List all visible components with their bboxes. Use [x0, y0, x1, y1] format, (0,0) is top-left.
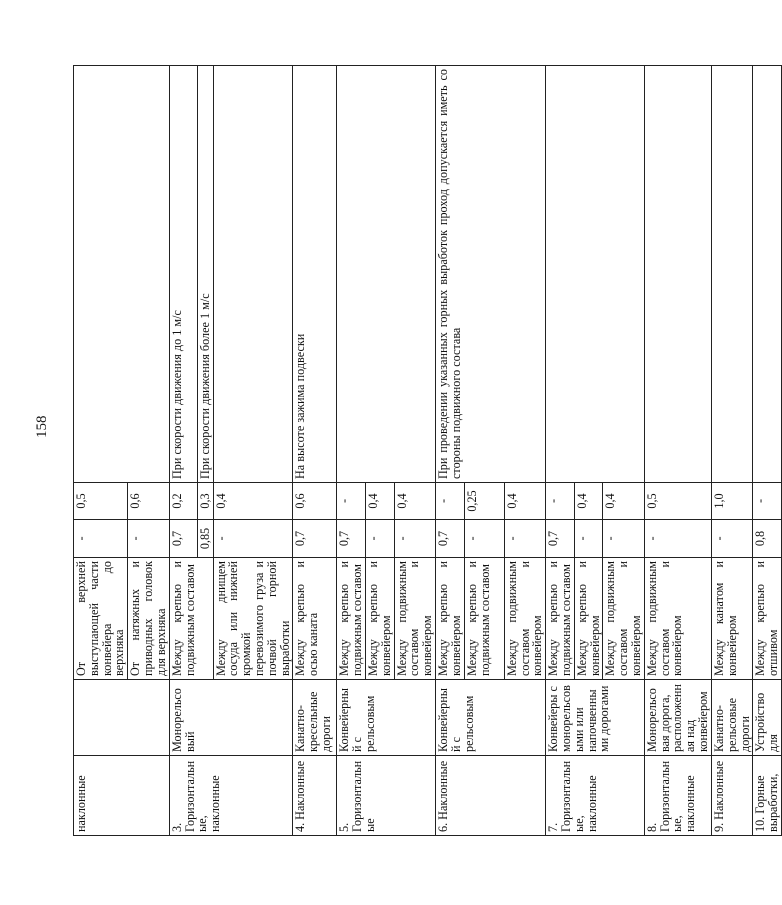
- cell-note: На высоте зажима подвески: [293, 66, 337, 483]
- cell-value-2: 0,2: [169, 483, 197, 520]
- cell-clearance-between: Между подвижным составом и конвейером: [644, 558, 711, 680]
- cell-note: При скорости движения до 1 м/с: [169, 66, 197, 483]
- cell-clearance-between: Между подвижным составом и конвейером: [603, 558, 644, 680]
- cell-value-2: 0,4: [213, 483, 293, 520]
- cell-clearance-between: Между канатом и конвейером: [711, 558, 752, 680]
- cell-value-1: 0,7: [436, 520, 465, 558]
- clearance-table: [73, 65, 782, 836]
- cell-clearance-between: От верхней выступающей части конвейера до верхняка: [74, 558, 128, 680]
- cell-value-2: 1,0: [711, 483, 752, 520]
- table-row: [169, 66, 197, 836]
- cell-value-2: -: [753, 483, 782, 520]
- cell-clearance-between: Между крепью и осью каната: [293, 558, 337, 680]
- cell-clearance-between: От натяжных и приводных головок для верхняка: [128, 558, 169, 680]
- cell-clearance-between: Между крепью и конвейером: [436, 558, 465, 680]
- cell-excavation-type: 3. Горизонтальные, наклонные: [169, 756, 293, 836]
- cell-value-2: -: [436, 483, 465, 520]
- cell-value-1: 0,85: [197, 520, 213, 558]
- cell-value-1: 0,7: [337, 520, 366, 558]
- cell-note: [753, 66, 782, 483]
- cell-transport-type: Конвейерный с рельсовым: [337, 680, 436, 756]
- cell-note: При проведении указанных горных выработок проход допускается иметь со стороны подвижного состава: [436, 66, 546, 483]
- cell-value-1: -: [603, 520, 644, 558]
- cell-value-2: 0,25: [464, 483, 504, 520]
- cell-value-1: -: [394, 520, 435, 558]
- table-row: [711, 66, 752, 836]
- cell-clearance-between: Между крепью и конвейером: [574, 558, 603, 680]
- cell-value-1: -: [644, 520, 711, 558]
- cell-clearance-between: Между крепью и подвижным составом: [337, 558, 366, 680]
- table-row: [74, 66, 128, 836]
- cell-note: [711, 66, 752, 483]
- cell-value-1: -: [711, 520, 752, 558]
- cell-excavation-type: 6. Наклонные: [436, 756, 546, 836]
- table-row: [293, 66, 337, 836]
- cell-transport-type: Конвейеры с монорельсовыми или напочвенными дорогами: [546, 680, 645, 756]
- cell-excavation-type: 9. Наклонные: [711, 756, 752, 836]
- cell-transport-type: Канатно-рельсовые дороги: [711, 680, 752, 756]
- cell-value-1: -: [74, 520, 128, 558]
- cell-excavation-type: 4. Наклонные: [293, 756, 337, 836]
- table-row: [644, 66, 711, 836]
- cell-value-2: 0,3: [197, 483, 213, 520]
- cell-clearance-between: Между крепью и подвижным составом: [169, 558, 213, 680]
- cell-note: При скорости движения более 1 м/с: [197, 66, 213, 483]
- cell-clearance-between: Между днищем сосуда или нижней кромкой перевозимого груза и почвой горной выработки: [213, 558, 293, 680]
- cell-value-1: -: [464, 520, 504, 558]
- rotated-table-container: [73, 66, 781, 836]
- cell-value-1: -: [213, 520, 293, 558]
- cell-transport-type: Конвейерный с рельсовым: [436, 680, 546, 756]
- cell-excavation-type: 5. Горизонтальные: [337, 756, 436, 836]
- cell-value-2: 0,4: [574, 483, 603, 520]
- cell-value-1: -: [366, 520, 395, 558]
- cell-value-2: 0,4: [366, 483, 395, 520]
- cell-value-2: 0,5: [644, 483, 711, 520]
- cell-excavation-type: 10. Горные выработки,: [753, 756, 782, 836]
- table-row: [337, 66, 366, 836]
- cell-note: [546, 66, 645, 483]
- cell-value-2: 0,4: [504, 483, 545, 520]
- cell-value-1: 0,7: [169, 520, 197, 558]
- cell-value-2: -: [337, 483, 366, 520]
- cell-transport-type: Канатно-кресельные дороги: [293, 680, 337, 756]
- cell-excavation-type: наклонные: [74, 756, 170, 836]
- cell-value-1: 0,7: [293, 520, 337, 558]
- table-row: [753, 66, 782, 836]
- cell-value-2: 0,6: [128, 483, 169, 520]
- cell-note: [337, 66, 436, 483]
- cell-clearance-between: Между подвижным составом и конвейером: [504, 558, 545, 680]
- table-row: [546, 66, 575, 836]
- cell-value-2: 0,4: [394, 483, 435, 520]
- cell-value-2: -: [546, 483, 575, 520]
- cell-clearance-between: Между подвижным составом и конвейером: [394, 558, 435, 680]
- cell-value-2: 0,6: [293, 483, 337, 520]
- cell-note: [213, 66, 293, 483]
- page-number: 158: [34, 415, 50, 438]
- cell-clearance-between: Между крепью и отшивом: [753, 558, 782, 680]
- cell-value-2: 0,4: [603, 483, 644, 520]
- cell-value-1: -: [504, 520, 545, 558]
- cell-transport-type: Монорельсовый: [169, 680, 293, 756]
- cell-value-1: -: [574, 520, 603, 558]
- cell-clearance-between: Между крепью и подвижным составом: [464, 558, 504, 680]
- cell-value-1: 0,8: [753, 520, 782, 558]
- cell-note: [74, 66, 170, 483]
- cell-value-1: 0,7: [546, 520, 575, 558]
- cell-value-1: -: [128, 520, 169, 558]
- table-row: [436, 66, 465, 836]
- cell-value-2: 0,5: [74, 483, 128, 520]
- cell-transport-type: [74, 680, 170, 756]
- cell-transport-type: Монорельсовая дорога, расположенная над конвейером: [644, 680, 711, 756]
- cell-excavation-type: 8. Горизонтальные, наклонные: [644, 756, 711, 836]
- cell-clearance-between: Между крепью и подвижным составом: [546, 558, 575, 680]
- cell-excavation-type: 7. Горизонтальные, наклонные: [546, 756, 645, 836]
- cell-note: [644, 66, 711, 483]
- cell-clearance-between: Между крепью и конвейером: [366, 558, 395, 680]
- cell-transport-type: Устройство для: [753, 680, 782, 756]
